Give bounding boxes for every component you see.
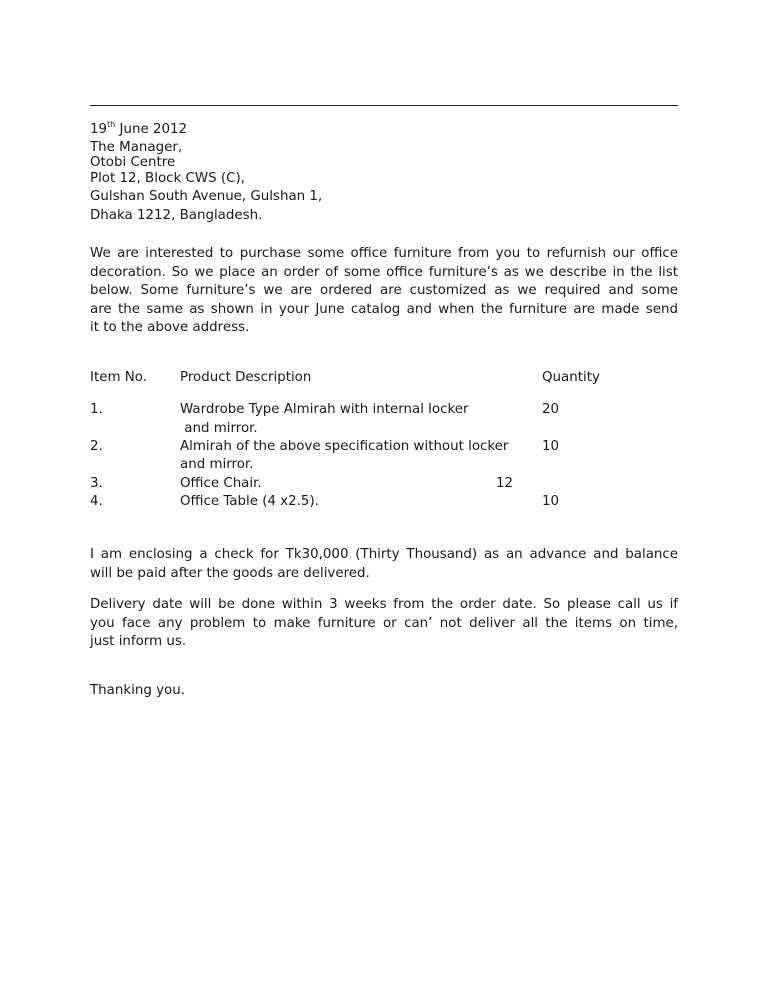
- payment-line: I am enclosing a check for Tk30,000 (Thirty Thousand) as an advance and balance: [90, 547, 678, 562]
- intro-paragraph: [90, 245, 678, 338]
- letter-date: [90, 121, 187, 139]
- recipient-company: Otobi Centre: [90, 155, 176, 170]
- delivery-paragraph: [90, 596, 678, 652]
- row-3-item: 3.: [90, 476, 103, 491]
- header-rule: [90, 105, 678, 106]
- payment-line: will be paid after the goods are delivered.: [90, 565, 370, 581]
- date-month-year: June 2012: [115, 122, 188, 137]
- delivery-line: you face any problem to make furniture or can’ not deliver all the items on time,: [90, 615, 678, 631]
- row-4-item: 4.: [90, 494, 103, 509]
- intro-line: decoration. So we place an order of some office furniture’s as we describe in the list: [90, 264, 678, 280]
- row-2-quantity: 10: [542, 439, 560, 454]
- row-2-description: Almirah of the above specification without locker: [180, 439, 509, 454]
- row-1-description-cont: and mirror.: [180, 421, 258, 436]
- address-line-3: Dhaka 1212, Bangladesh.: [90, 208, 263, 223]
- row-1-item: 1.: [90, 402, 103, 417]
- date-day: 19: [90, 122, 108, 137]
- payment-paragraph: [90, 546, 678, 583]
- intro-line: We are interested to purchase some office furniture from you to refurnish our office: [90, 246, 678, 261]
- row-3-description: Office Chair.: [180, 476, 262, 491]
- date-suffix: th: [107, 120, 116, 129]
- delivery-line: just inform us.: [90, 634, 187, 650]
- row-4-quantity: 10: [542, 494, 560, 509]
- row-1-quantity: 20: [542, 402, 560, 417]
- header-quantity: Quantity: [542, 370, 600, 385]
- closing-line: Thanking you.: [90, 683, 185, 698]
- header-product-description: Product Description: [180, 370, 312, 385]
- row-3-quantity: 12: [496, 476, 514, 491]
- delivery-line: Delivery date will be done within 3 weeks from the order date. So please call us if: [90, 597, 678, 612]
- row-1-description: Wardrobe Type Almirah with internal locker: [180, 402, 469, 417]
- row-2-description-cont: and mirror.: [180, 457, 254, 472]
- address-line-1: Plot 12, Block CWS (C),: [90, 171, 245, 186]
- header-item-no: Item No.: [90, 370, 147, 385]
- row-2-item: 2.: [90, 439, 103, 454]
- intro-line: it to the above address.: [90, 320, 250, 336]
- intro-line: below. Some furniture’s we are ordered are customized as we required and some: [90, 283, 678, 299]
- intro-line: are the same as shown in your June catalog and when the furniture are made send: [90, 301, 678, 317]
- row-4-description: Office Table (4 x2.5).: [180, 494, 319, 509]
- address-line-2: Gulshan South Avenue, Gulshan 1,: [90, 189, 323, 204]
- recipient-title: The Manager,: [90, 140, 183, 155]
